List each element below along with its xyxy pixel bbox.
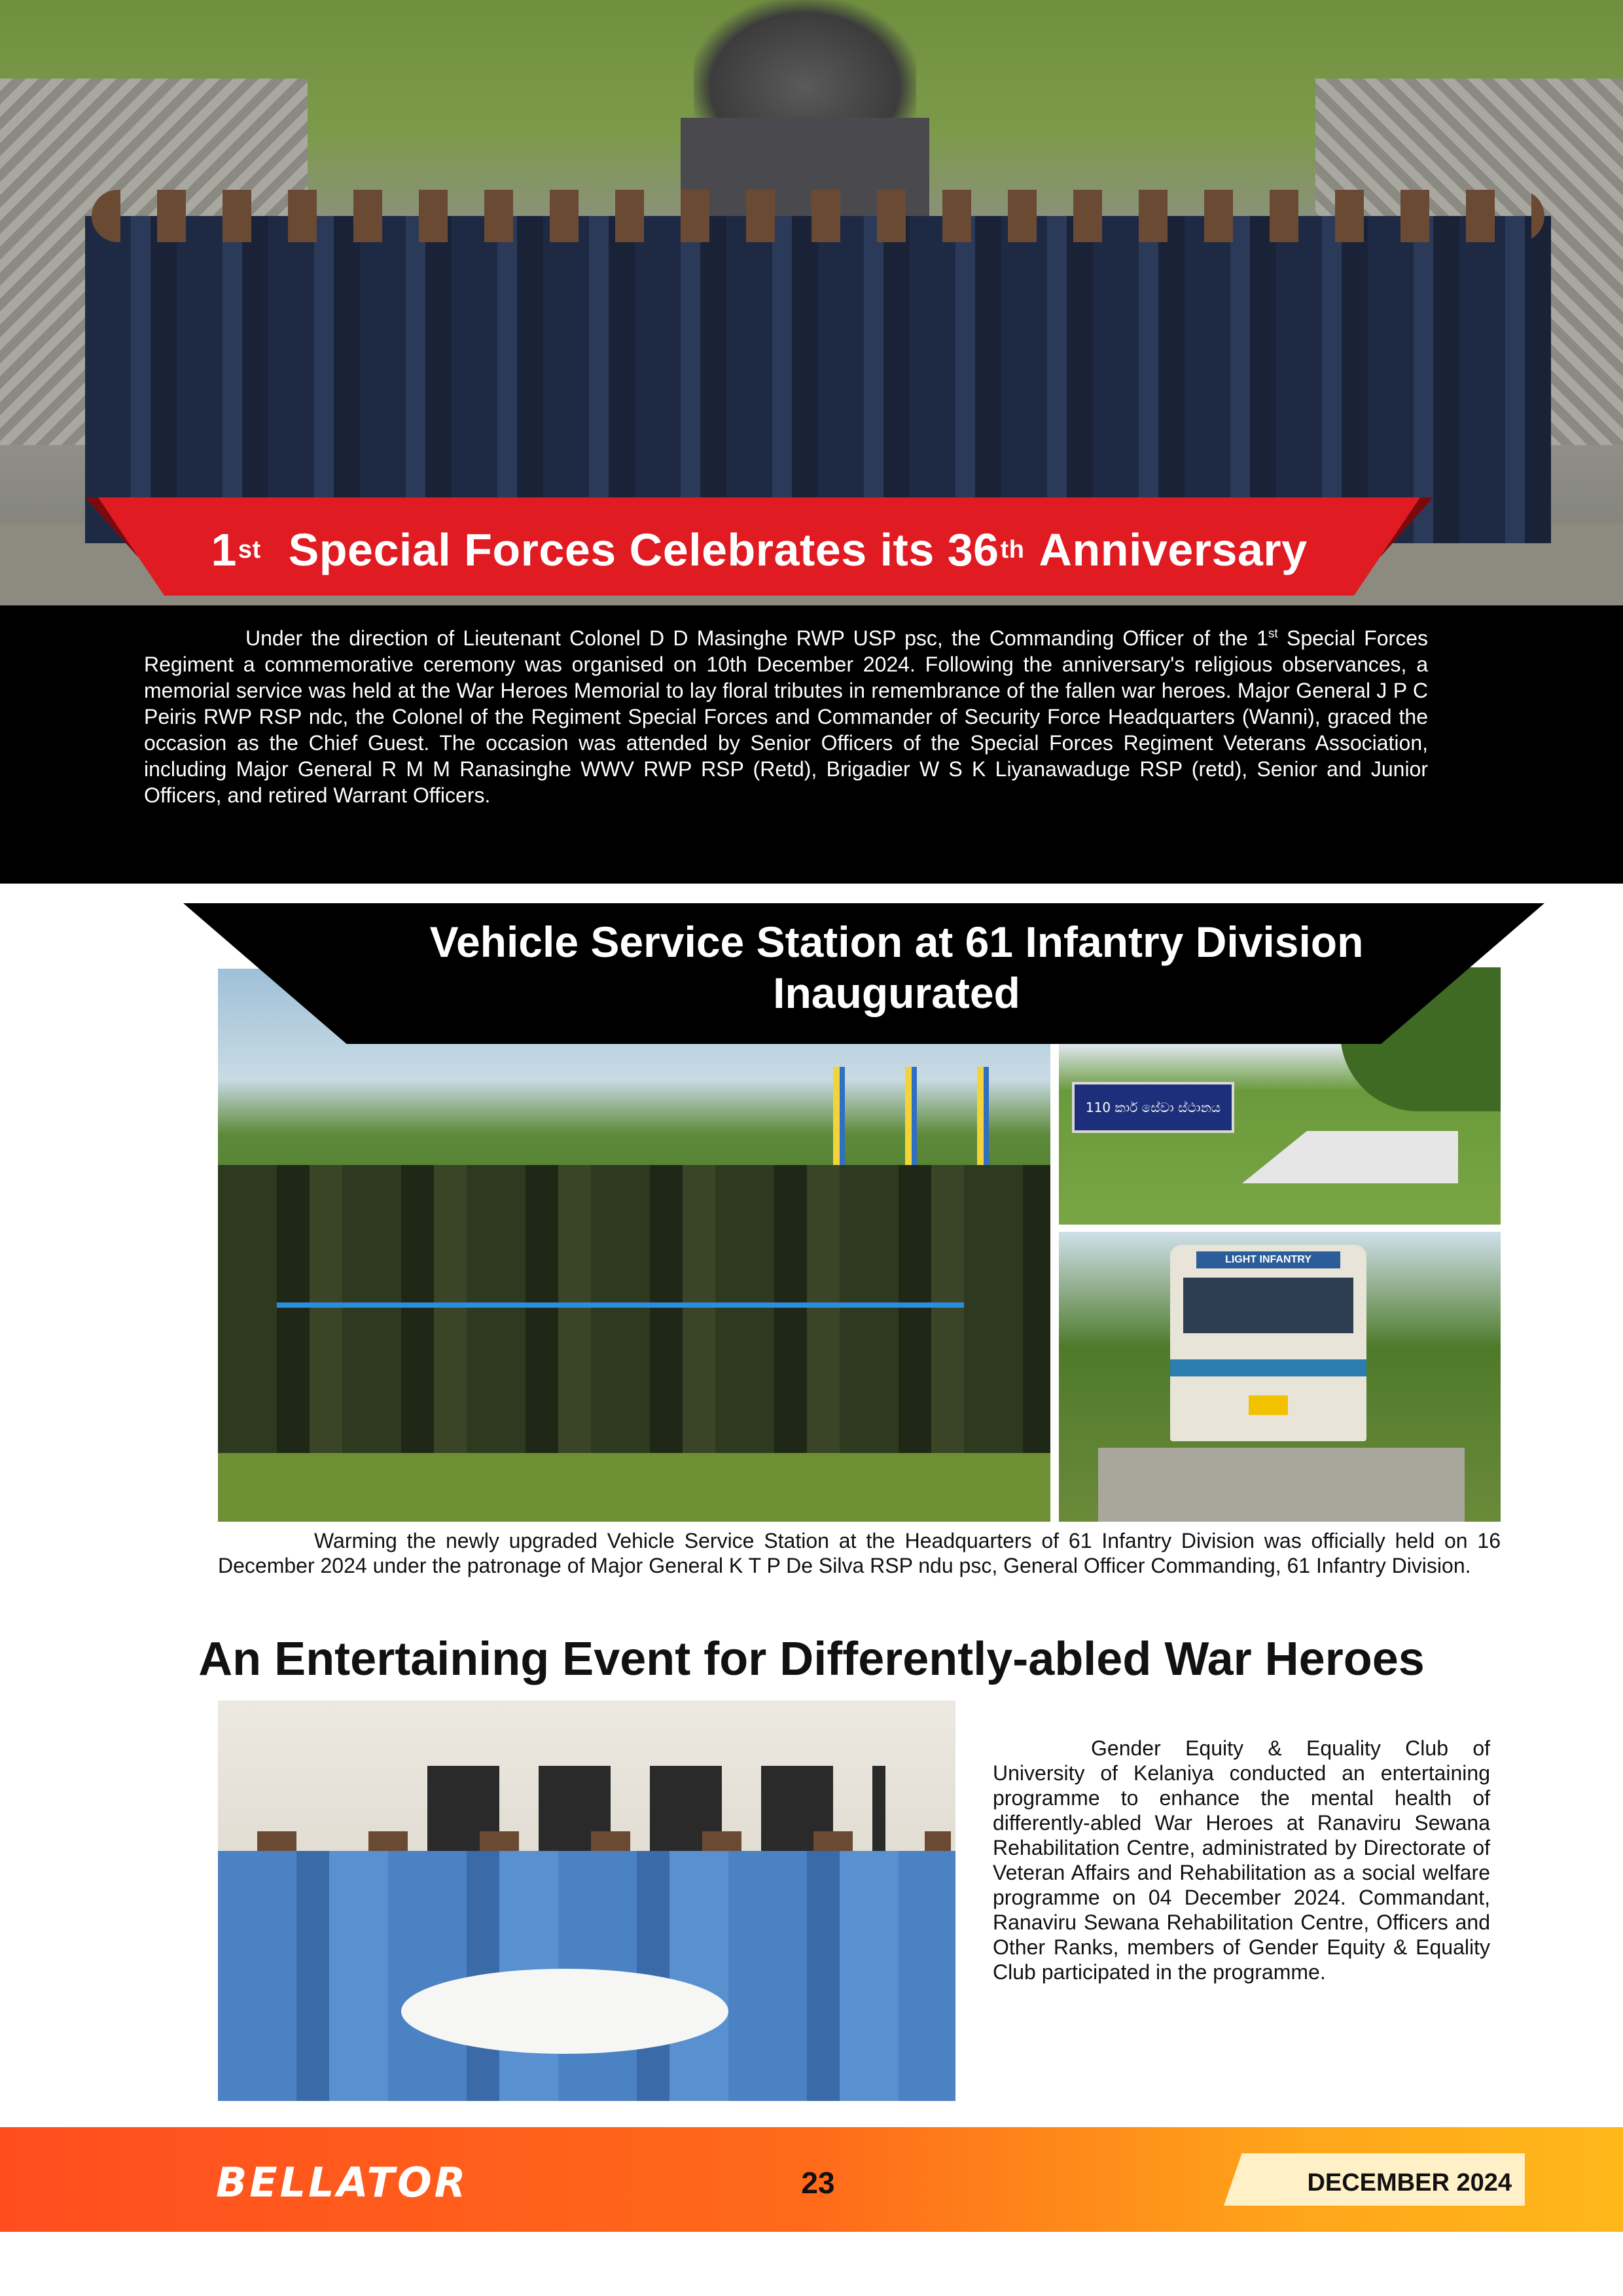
page-number: 23 [801, 2166, 835, 2200]
station-signboard: 110 කාර් සේවා ස්ථානය [1072, 1082, 1234, 1133]
vehicle-station-caption: Warming the newly upgraded Vehicle Service Station at the Headquarters of 61 Infantry Division was officially held on 16 December 2024 under the patronage of Major General K T P De Silva RSP ndu psc, General Officer Commanding, 61 Infantry Division. [218, 1529, 1501, 1577]
bus-on-ramp-photo [1059, 1232, 1501, 1522]
article-title-anniversary: 1 st Special Forces Celebrates its 36 th Anniversary [211, 524, 1308, 575]
article-title-entertaining-event: An Entertaining Event for Differently-abled War Heroes [198, 1633, 1425, 1685]
entertaining-event-photo [218, 1700, 955, 2101]
entertaining-event-body: Gender Equity & Equality Club of University of Kelaniya conducted an entertaining programme to enhance the mental health of differently-abled War Heroes at Ranaviru Sewana Rehabilitation Centre, administrated by Directorate of Veteran Affairs and Rehabilitation as a social welfare programme on 04 December 2024. Commandant, Ranaviru Sewana Rehabilitation Centre, Officers and Other Ranks, members of Gender Equity & Equality Club participated in the programme. [993, 1736, 1490, 1984]
magazine-logo: BELLATOR [216, 2159, 469, 2206]
anniversary-text-panel [0, 605, 1623, 884]
article-title-vehicle-station: Vehicle Service Station at 61 Infantry Division Inaugurated [429, 918, 1364, 1017]
ribbon-tape [277, 1302, 964, 1308]
bus-label: LIGHT INFANTRY [1196, 1251, 1340, 1268]
anniversary-body: Under the direction of Lieutenant Colonel D D Masinghe RWP USP psc, the Commanding Officer of the 1st Special Forces Regiment a commemorative ceremony was organised on 10th December 2024. Following the anniversary's religious observances, a memorial service was held at the War Heroes Memorial to lay floral tributes in remembrance of the fallen war heroes. Major General J P C Peiris RWP RSP ndc, the Colonel of the Regiment Special Forces and Commander of Security Force Headquarters (Wanni), graced the occasion as the Chief Guest. The occasion was attended by Senior Officers of the Special Forces Regiment Veterans Association, including Major General R M M Ranasinghe WWV RWP RSP (Retd), Brigadier W S K Liyanawaduge RSP (retd), Senior and Junior Officers, and retired Warrant Officers. [144, 626, 1429, 807]
issue-date: DECEMBER 2024 [1307, 2169, 1512, 2197]
ribbon-cutting-photo [218, 969, 1050, 1522]
game-table [401, 1969, 728, 2054]
